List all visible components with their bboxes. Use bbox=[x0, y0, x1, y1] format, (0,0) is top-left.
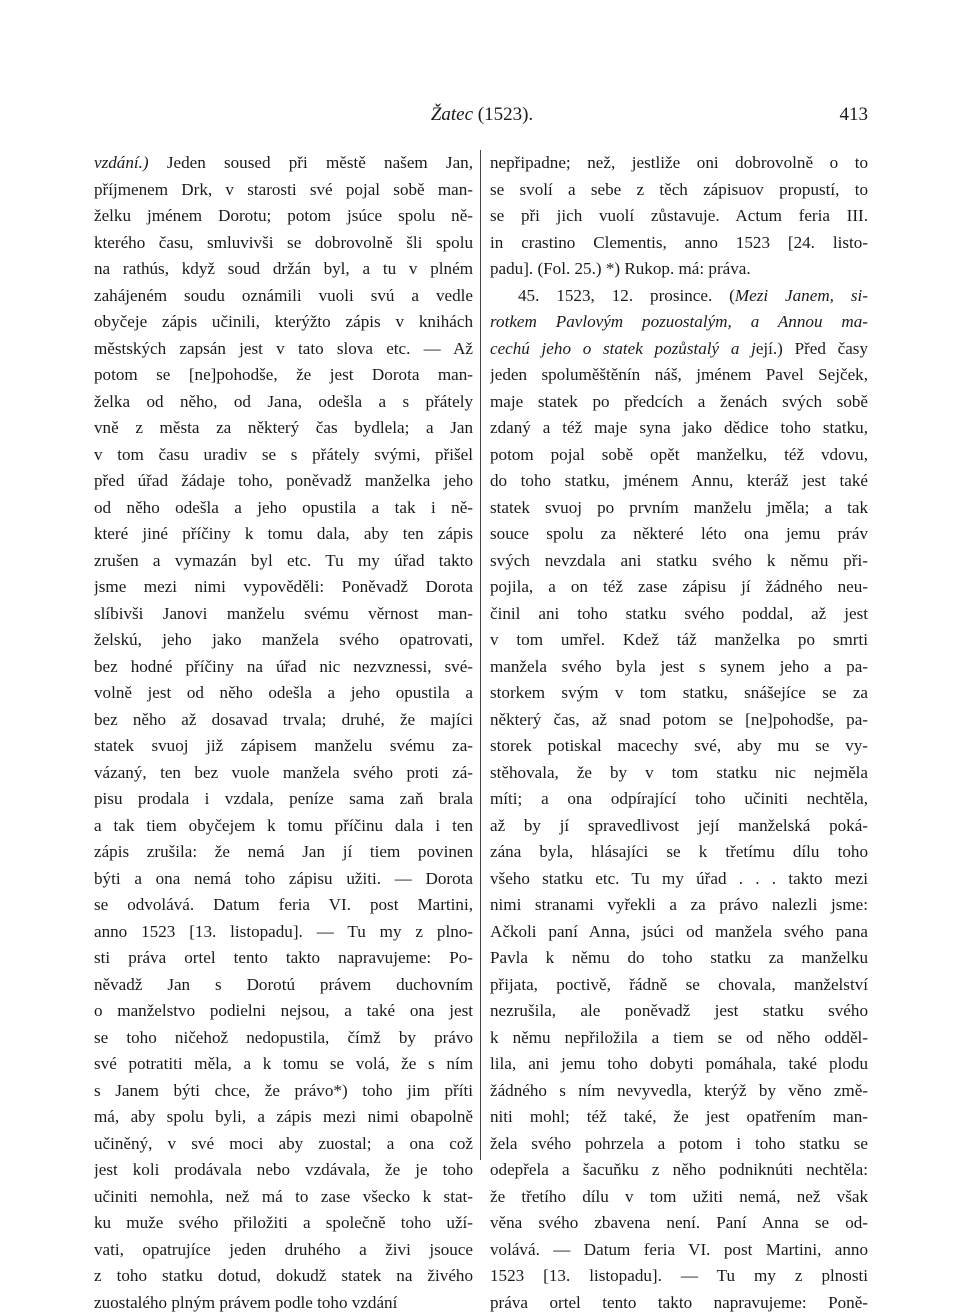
line-text: ku muže svého přiložiti a společně toho uží- bbox=[94, 1213, 473, 1232]
line-text: lila, ani jemu toho dobyti pomáhala, také plodu bbox=[490, 1054, 868, 1073]
line-text: býti a ona nemá toho zápisu užiti. — Dorota bbox=[94, 869, 473, 888]
text-line bbox=[94, 680, 473, 707]
text-line bbox=[94, 707, 473, 734]
running-title: Žatec bbox=[431, 104, 473, 125]
line-text: storkem svým v tom statku, snášejíce se za bbox=[490, 683, 868, 702]
line-text: nimi stranami vyřekli a za právo nalezli jsme: bbox=[490, 895, 868, 914]
text-line bbox=[490, 601, 868, 628]
line-text: pojila, a on též zase zápisu jí žádného neu- bbox=[490, 577, 868, 596]
text-line bbox=[490, 203, 868, 230]
line-text: niti mohl; též také, že jest opatřením man- bbox=[490, 1107, 868, 1126]
text-line bbox=[490, 866, 868, 893]
line-text: zuostalého plným právem podle toho vzdání bbox=[94, 1293, 397, 1312]
text-line bbox=[490, 1051, 868, 1078]
text-line bbox=[490, 627, 868, 654]
text-line bbox=[94, 548, 473, 575]
line-text: k němu nepřiložila a tiem se od něho odděl- bbox=[490, 1028, 868, 1047]
text-line bbox=[490, 389, 868, 416]
text-line bbox=[94, 1131, 473, 1158]
line-text: míti; a ona odpírající toho učiniti nechtěla, bbox=[490, 789, 868, 808]
line-text: některý čas, až snad potom se [ne]pohodše, pa- bbox=[490, 710, 868, 729]
line-text: něvadž Jan s Dorotú právem duchovním bbox=[94, 975, 473, 994]
text-line bbox=[94, 362, 473, 389]
text-line bbox=[490, 1104, 868, 1131]
line-text: v tom umřel. Kdež táž manželka po smrti bbox=[490, 630, 868, 649]
running-year: (1523). bbox=[478, 104, 533, 125]
text-line bbox=[490, 892, 868, 919]
text-line bbox=[94, 336, 473, 363]
line-text: bez něho až dosavad trvala; druhé, že majíci bbox=[94, 710, 473, 729]
line-text: manžela svého byla jest s synem jeho a pa- bbox=[490, 657, 868, 676]
text-line bbox=[94, 1237, 473, 1264]
text-line bbox=[490, 1237, 868, 1264]
line-text: a tak tiem obyčejem k tomu příčinu dala i ten bbox=[94, 816, 473, 835]
text-line bbox=[94, 177, 473, 204]
line-text: cechú jeho o statek pozůstalý a její.) Před časy bbox=[490, 339, 868, 358]
text-line bbox=[94, 574, 473, 601]
line-text: se při jich vuolí zůstavuje. Actum feria III. bbox=[490, 206, 868, 225]
line-text: želka od něho, od Jana, odešla a s přátely bbox=[94, 392, 473, 411]
text-line bbox=[490, 574, 868, 601]
text-line bbox=[94, 521, 473, 548]
line-text: jeden spoluměštěnín náš, jménem Pavel Sejček, bbox=[490, 365, 868, 384]
line-text: potom se [ne]pohodše, že jest Dorota man- bbox=[94, 365, 473, 384]
line-text: zápis zrušila: že nemá Jan jí tiem povinen bbox=[94, 842, 473, 861]
line-text: nezrušila, ale poněvadž jest statku svého bbox=[490, 1001, 868, 1020]
text-line bbox=[490, 309, 868, 336]
line-text: želskú, jeho jako manžela svého opatrovati, bbox=[94, 630, 473, 649]
text-line bbox=[94, 1104, 473, 1131]
line-text: nepřipadne; než, jestliže oni dobrovolně o to bbox=[490, 153, 868, 172]
line-text: Pavla k němu do toho statku za manželku bbox=[490, 948, 868, 967]
text-line bbox=[490, 362, 868, 389]
line-text: stěhovala, že by v tom statku nic nejměla bbox=[490, 763, 868, 782]
text-line bbox=[94, 415, 473, 442]
text-line bbox=[490, 495, 868, 522]
line-text: na rathús, když soud držán byl, a tu v plném bbox=[94, 259, 473, 278]
line-text: učiněný, v své moci aby zuostal; a ona což bbox=[94, 1134, 473, 1153]
text-line bbox=[490, 548, 868, 575]
line-text: statek svuoj již zápisem manželu svému za- bbox=[94, 736, 473, 755]
text-line bbox=[94, 442, 473, 469]
line-text: bez hodné příčiny na úřad nic nezvznessi, své- bbox=[94, 657, 473, 676]
text-line bbox=[490, 468, 868, 495]
line-text: že třetího dílu v tom užiti nemá, než však bbox=[490, 1187, 868, 1206]
text-line bbox=[490, 945, 868, 972]
line-text: svých nevzdala ani statku svého k němu při- bbox=[490, 551, 868, 570]
text-line bbox=[490, 760, 868, 787]
running-header bbox=[96, 104, 868, 134]
line-text: sti práva ortel tento takto napravujeme: Po- bbox=[94, 948, 473, 967]
text-line bbox=[94, 892, 473, 919]
text-line bbox=[490, 1025, 868, 1052]
line-text: 45. 1523, 12. prosince. (Mezi Janem, si- bbox=[518, 286, 868, 305]
text-line bbox=[490, 972, 868, 999]
text-line bbox=[94, 972, 473, 999]
text-line bbox=[94, 150, 473, 177]
line-text: storek potiskal macechy své, aby mu se vy- bbox=[490, 736, 868, 755]
line-text: práva ortel tento takto napravujeme: Poně- bbox=[490, 1293, 868, 1312]
text-line bbox=[94, 733, 473, 760]
line-text: jsme mezi nimi vypověděli: Poněvadž Dorota bbox=[94, 577, 473, 596]
text-line bbox=[490, 442, 868, 469]
line-text: zána byla, hlásajíci se k třetímu dílu toho bbox=[490, 842, 868, 861]
text-line bbox=[94, 866, 473, 893]
line-text: vně z města za některý čas bydlela; a Jan bbox=[94, 418, 473, 437]
line-text: před úřad žádaje toho, poněvadž manželka jeho bbox=[94, 471, 473, 490]
text-line bbox=[94, 283, 473, 310]
line-text: věna svého zbavena není. Paní Anna se od- bbox=[490, 1213, 868, 1232]
line-text: zahájeném soudu oznámili vuoli svú a vedle bbox=[94, 286, 473, 305]
line-text: kterého času, smluvivši se dobrovolně šli spolu bbox=[94, 233, 473, 252]
text-line bbox=[490, 256, 868, 283]
text-line bbox=[94, 1184, 473, 1211]
line-text: městských zapsán jest v tato slova etc. — Až bbox=[94, 339, 473, 358]
text-line bbox=[94, 1263, 473, 1290]
line-text: anno 1523 [13. listopadu]. — Tu my z plno- bbox=[94, 922, 473, 941]
text-line bbox=[490, 230, 868, 257]
line-text: souce spolu za některé léto ona jemu práv bbox=[490, 524, 868, 543]
text-line bbox=[490, 177, 868, 204]
text-line bbox=[94, 256, 473, 283]
text-line bbox=[94, 1025, 473, 1052]
text-line bbox=[490, 919, 868, 946]
italic-lead: vzdání.) bbox=[94, 153, 149, 172]
text-line bbox=[94, 203, 473, 230]
text-line bbox=[490, 1131, 868, 1158]
line-text: vati, opatrujíce jeden druhého a živi jsouce bbox=[94, 1240, 473, 1259]
text-line bbox=[490, 1184, 868, 1211]
text-line bbox=[94, 1290, 473, 1316]
text-line bbox=[490, 1210, 868, 1237]
text-line bbox=[490, 733, 868, 760]
line-text: se svolí a sebe z těch zápisuov propustí, to bbox=[490, 180, 868, 199]
text-line bbox=[94, 468, 473, 495]
line-text: příjmenem Drk, v starosti své pojal sobě man- bbox=[94, 180, 473, 199]
line-text: statek svuoj po prvním manželu jměla; a tak bbox=[490, 498, 868, 517]
line-text: do toho statku, jménem Annu, kteráž jest také bbox=[490, 471, 868, 490]
text-line bbox=[94, 786, 473, 813]
text-line bbox=[94, 389, 473, 416]
text-line bbox=[490, 654, 868, 681]
text-line bbox=[94, 813, 473, 840]
text-line bbox=[94, 230, 473, 257]
line-text: přijata, poctivě, řádně se chovala, manželství bbox=[490, 975, 868, 994]
line-text: volává. — Datum feria VI. post Martini, anno bbox=[490, 1240, 868, 1259]
text-line bbox=[490, 521, 868, 548]
page-number: 413 bbox=[840, 104, 869, 126]
line-text: o manželstvo podielni nejsou, a také ona jest bbox=[94, 1001, 473, 1020]
line-text: činil ani toho statku svého poddal, až jest bbox=[490, 604, 868, 623]
text-line bbox=[490, 680, 868, 707]
line-text: má, aby spolu byli, a zápis mezi nimi obapolně bbox=[94, 1107, 473, 1126]
line-text: želku jménem Dorotu; potom jsúce spolu ně- bbox=[94, 206, 473, 225]
text-line bbox=[94, 1210, 473, 1237]
text-line bbox=[94, 1051, 473, 1078]
line-text: volně jest od něho odešla a jeho opustila a bbox=[94, 683, 473, 702]
line-text: s Janem býti chce, že právo*) toho jim příti bbox=[94, 1081, 473, 1100]
text-line bbox=[94, 601, 473, 628]
line-text: pisu prodala i vzdala, peníze sama zaň brala bbox=[94, 789, 473, 808]
column-divider bbox=[480, 150, 481, 1160]
line-text: Ačkoli paní Anna, jsúci od manžela svého pana bbox=[490, 922, 868, 941]
line-text: jest koli prodávala nebo vzdávala, že je toho bbox=[94, 1160, 473, 1179]
text-line bbox=[94, 760, 473, 787]
left-text-column bbox=[94, 150, 473, 1316]
line-text: až by jí spravedlivost její manželská poká- bbox=[490, 816, 868, 835]
text-line bbox=[490, 150, 868, 177]
line-text: 1523 [13. listopadu]. — Tu my z plnosti bbox=[490, 1266, 868, 1285]
line-text: rotkem Pavlovým pozuostalým, a Annou ma- bbox=[490, 312, 868, 331]
text-line bbox=[94, 1078, 473, 1105]
line-text: žádného s ním nevyvedla, kterýž by věno změ- bbox=[490, 1081, 868, 1100]
text-line bbox=[490, 1290, 868, 1316]
text-line bbox=[490, 786, 868, 813]
line-text: zdaný a též maje syna jako dědice toho statku, bbox=[490, 418, 868, 437]
text-line bbox=[490, 813, 868, 840]
line-text: žela svého pohrzela a potom i toho statku se bbox=[490, 1134, 868, 1153]
line-text: všeho statku etc. Tu my úřad . . . takto mezi bbox=[490, 869, 868, 888]
line-text: vázaný, ten bez vuole manžela svého proti zá- bbox=[94, 763, 473, 782]
text-line bbox=[94, 919, 473, 946]
line-text: v tom času uradiv se s přátely svými, přišel bbox=[94, 445, 473, 464]
line-text: padu]. (Fol. 25.) *) Rukop. má: práva. bbox=[490, 259, 751, 278]
text-line bbox=[94, 839, 473, 866]
line-text: obyčeje zápis učinili, kterýžto zápis v knihách bbox=[94, 312, 473, 331]
text-line bbox=[490, 1157, 868, 1184]
line-text: maje statek po předcích a ženách svých sobě bbox=[490, 392, 868, 411]
running-head bbox=[96, 104, 868, 126]
text-line bbox=[94, 495, 473, 522]
text-line bbox=[94, 627, 473, 654]
text-line bbox=[490, 415, 868, 442]
line-text: Jeden soused při městě našem Jan, bbox=[149, 153, 473, 172]
text-line bbox=[490, 839, 868, 866]
line-text: zrušen a vymazán byl etc. Tu my úřad takto bbox=[94, 551, 473, 570]
text-line bbox=[94, 1157, 473, 1184]
line-text: od něho odešla a jeho opustila a tak i ně- bbox=[94, 498, 473, 517]
text-line bbox=[490, 998, 868, 1025]
text-line bbox=[490, 707, 868, 734]
text-line bbox=[490, 1263, 868, 1290]
text-line bbox=[490, 1078, 868, 1105]
text-line bbox=[94, 998, 473, 1025]
line-text: z toho statku dotud, dokudž statek na živého bbox=[94, 1266, 473, 1285]
line-text: učiniti nemohla, než má to zase všecko k stat- bbox=[94, 1187, 473, 1206]
text-line bbox=[94, 945, 473, 972]
line-text: které jiné příčiny k tomu dala, aby ten zápis bbox=[94, 524, 473, 543]
text-line bbox=[94, 309, 473, 336]
right-text-column bbox=[490, 150, 868, 1316]
text-line bbox=[490, 336, 868, 363]
line-text: své potratiti měla, a k tomu se volá, že s ním bbox=[94, 1054, 473, 1073]
line-text: odepřela a šacuňku z něho podniknúti nechtěla: bbox=[490, 1160, 868, 1179]
text-line bbox=[94, 654, 473, 681]
line-text: potom pojal sobě opět manželku, též vdovu, bbox=[490, 445, 868, 464]
text-line bbox=[490, 283, 868, 310]
line-text: slíbivši Janovi manželu svému věrnost man- bbox=[94, 604, 473, 623]
line-text: se odvolává. Datum feria VI. post Martini, bbox=[94, 895, 473, 914]
line-text: se toho ničehož nedopustila, čímž by právo bbox=[94, 1028, 473, 1047]
line-text: in crastino Clementis, anno 1523 [24. listo- bbox=[490, 233, 868, 252]
